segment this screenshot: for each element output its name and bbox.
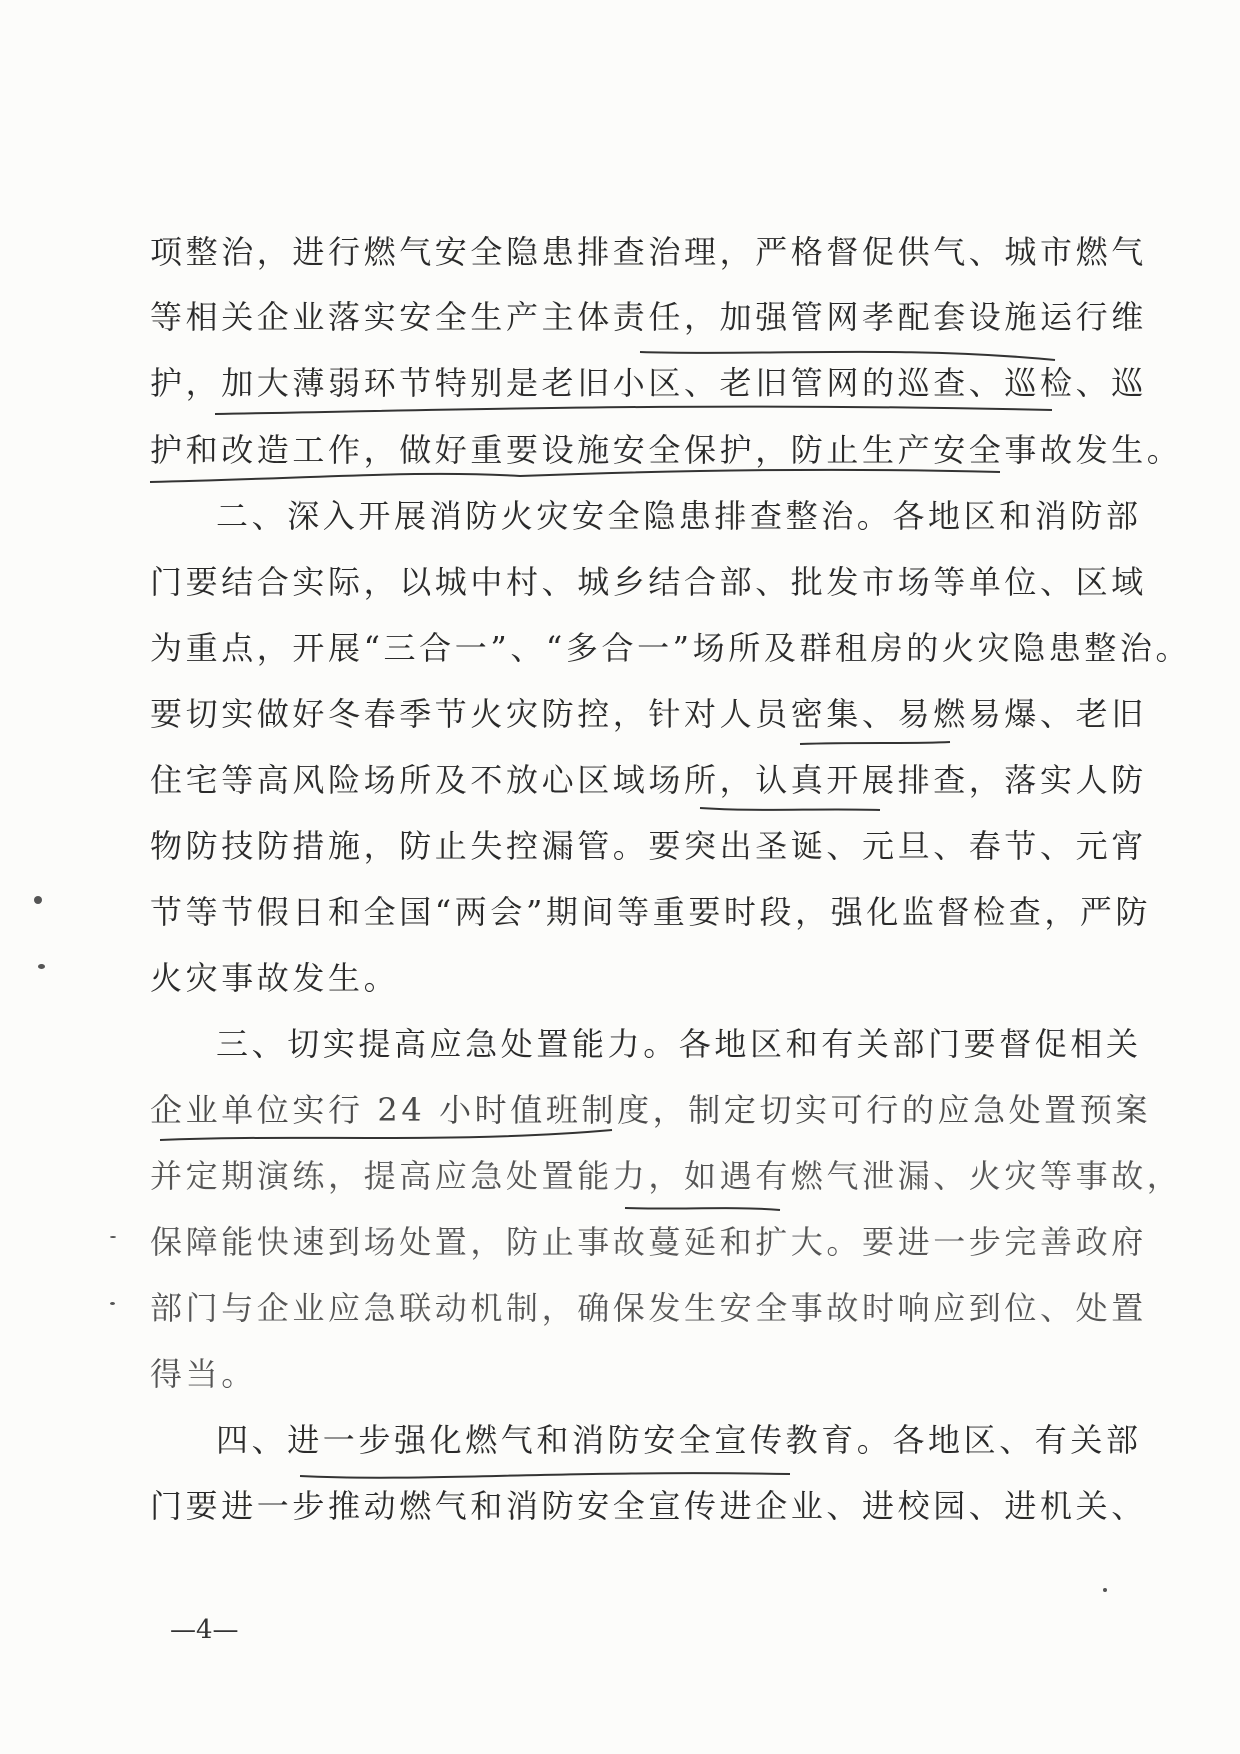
scan-speck	[38, 964, 45, 969]
text-line: 火灾事故发生。	[150, 959, 400, 997]
text-line: 并定期演练，提高应急处置能力，如遇有燃气泄漏、火灾等事故，	[150, 1157, 1183, 1195]
scan-speck	[1103, 1588, 1107, 1592]
section-heading-line: 四、进一步强化燃气和消防安全宣传教育。各地区、有关部	[216, 1421, 1142, 1459]
text-line: 住宅等高风险场所及不放心区域场所，认真开展排查，落实人防	[150, 761, 1147, 799]
text-line: 等相关企业落实安全生产主体责任，加强管网孝配套设施运行维	[150, 298, 1147, 336]
text-line: 保障能快速到场处置，防止事故蔓延和扩大。要进一步完善政府	[150, 1223, 1147, 1261]
text-line: 护和改造工作，做好重要设施安全保护，防止生产安全事故发生。	[150, 431, 1183, 469]
scan-speck	[34, 896, 42, 904]
scan-speck	[110, 1236, 116, 1238]
page-number: —4—	[170, 1615, 239, 1645]
text-line: 护，加大薄弱环节特别是老旧小区、老旧管网的巡查、巡检、巡	[150, 364, 1147, 402]
text-line: 门要结合实际，以城中村、城乡结合部、批发市场等单位、区域	[150, 563, 1147, 601]
text-line: 企业单位实行 24 小时值班制度，制定切实可行的应急处置预案	[150, 1091, 1152, 1129]
scan-speck	[110, 1302, 115, 1305]
text-line: 要切实做好冬春季节火灾防控，针对人员密集、易燃易爆、老旧	[150, 695, 1147, 733]
section-heading-line: 三、切实提高应急处置能力。各地区和有关部门要督促相关	[216, 1025, 1142, 1063]
section-heading-line: 二、深入开展消防火灾安全隐患排查整治。各地区和消防部	[216, 497, 1142, 535]
text-line: 物防技防措施，防止失控漏管。要突出圣诞、元旦、春节、元宵	[150, 827, 1147, 865]
text-line: 部门与企业应急联动机制，确保发生安全事故时响应到位、处置	[150, 1289, 1147, 1327]
text-line: 节等节假日和全国“两会”期间等重要时段，强化监督检查，严防	[150, 893, 1152, 931]
text-line: 门要进一步推动燃气和消防安全宣传进企业、进校园、进机关、	[150, 1487, 1147, 1525]
text-line: 为重点，开展“三合一”、“多合一”场所及群租房的火灾隐患整治。	[150, 629, 1192, 667]
text-line: 项整治，进行燃气安全隐患排查治理，严格督促供气、城市燃气	[150, 233, 1147, 271]
text-line: 得当。	[150, 1355, 257, 1393]
